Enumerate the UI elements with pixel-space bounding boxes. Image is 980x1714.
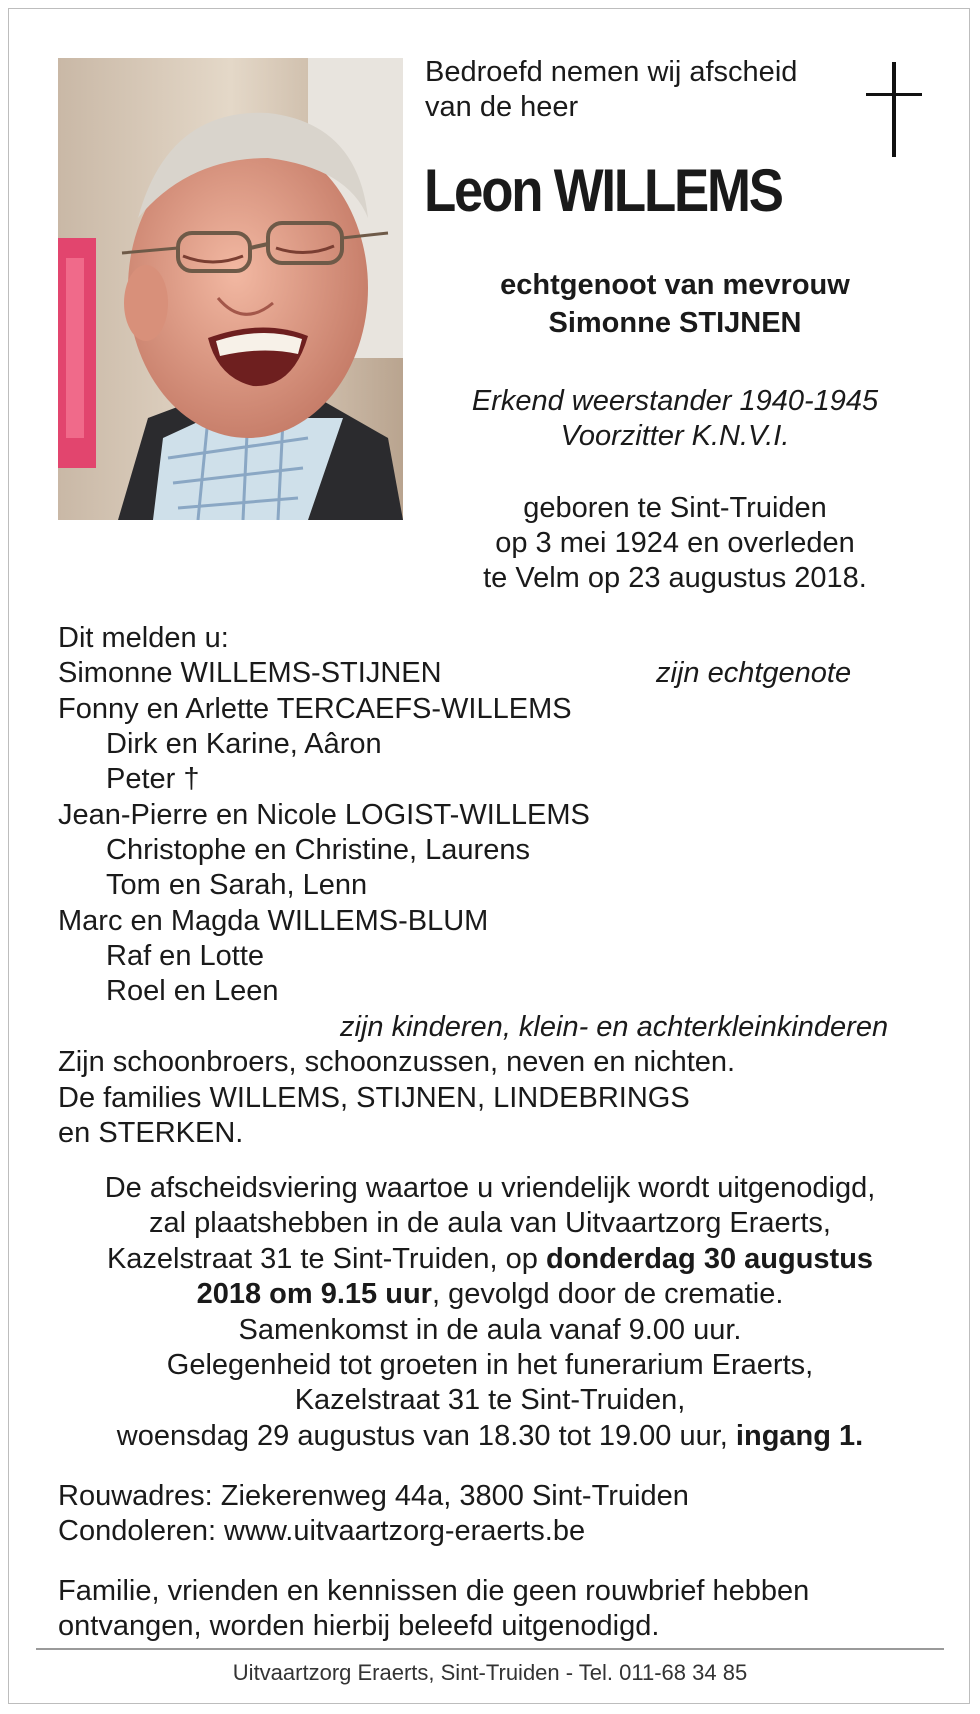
mourning-address: Rouwadres: Ziekerenweg 44a, 3800 Sint-Truiden [58, 1480, 689, 1512]
family-member: Christophe en Christine, Laurens [106, 834, 530, 866]
ceremony-time: 2018 om 9.15 uur [196, 1278, 432, 1310]
spouse-line-1: echtgenoot van mevrouw [500, 269, 850, 301]
family-member: Fonny en Arlette TERCAEFS-WILLEMS [58, 693, 572, 725]
others-line-2: De families WILLEMS, STIJNEN, LINDEBRINGS [58, 1082, 690, 1114]
honor-line-2: Voorzitter K.N.V.I. [560, 420, 790, 452]
others-line-3: en STERKEN. [58, 1117, 244, 1149]
spouse-line-2: Simonne STIJNEN [548, 307, 802, 339]
family-member: Peter † [106, 763, 200, 795]
intro-line-2: van de heer [425, 91, 579, 123]
footer-text: Uitvaartzorg Eraerts, Sint-Truiden - Tel. 011-68 34 85 [232, 1660, 748, 1685]
closing-line-2: ontvangen, worden hierbij beleefd uitgenodigd. [58, 1610, 660, 1642]
family-member: Tom en Sarah, Lenn [106, 869, 368, 901]
portrait-photo [58, 58, 403, 520]
ceremony-line-3-a: Kazelstraat 31 te Sint-Truiden, op [106, 1243, 546, 1275]
ceremony-line-7: Kazelstraat 31 te Sint-Truiden, [294, 1384, 686, 1416]
ceremony-line-3 [0, 1242, 980, 1277]
spouse-role: zijn echtgenote [656, 657, 852, 689]
ceremony-line-5: Samenkomst in de aula vanaf 9.00 uur. [238, 1314, 742, 1346]
deceased-name: Leon WILLEMS [424, 157, 782, 224]
life-line-3: te Velm op 23 augustus 2018. [483, 562, 867, 594]
family-member: Jean-Pierre en Nicole LOGIST-WILLEMS [58, 799, 590, 831]
children-role: zijn kinderen, klein- en achterkleinkinderen [340, 1011, 889, 1043]
ceremony-line-6: Gelegenheid tot groeten in het funerarium Eraerts, [166, 1349, 814, 1381]
condolences-link[interactable]: Condoleren: www.uitvaartzorg-eraerts.be [58, 1515, 586, 1547]
life-line-2: op 3 mei 1924 en overleden [495, 527, 855, 559]
entrance: ingang 1. [735, 1420, 864, 1452]
family-member: Roel en Leen [106, 975, 279, 1007]
footer-divider [36, 1648, 944, 1650]
spouse-name: Simonne WILLEMS-STIJNEN [58, 657, 442, 689]
ceremony-line-4-b: , gevolgd door de crematie. [431, 1278, 784, 1310]
honor-line-1: Erkend weerstander 1940-1945 [471, 385, 879, 417]
family-member: Marc en Magda WILLEMS-BLUM [58, 905, 489, 937]
ceremony-date: donderdag 30 augustus [545, 1243, 874, 1275]
ceremony-line-8-a: woensdag 29 augustus van 18.30 tot 19.00 uur, [116, 1420, 736, 1452]
cross-icon [892, 62, 896, 157]
others-line-1: Zijn schoonbroers, schoonzussen, neven en nichten. [58, 1046, 736, 1078]
cross-icon-bar [866, 93, 922, 96]
family-member: Raf en Lotte [106, 940, 264, 972]
ceremony-line-2: zal plaatshebben in de aula van Uitvaartzorg Eraerts, [149, 1207, 831, 1239]
life-line-1: geboren te Sint-Truiden [523, 492, 827, 524]
ceremony-line-1: De afscheidsviering waartoe u vriendelijk wordt uitgenodigd, [104, 1172, 876, 1204]
family-heading: Dit melden u: [58, 622, 229, 654]
intro-line-1: Bedroefd nemen wij afscheid [425, 56, 798, 88]
ceremony-line-4 [0, 1277, 980, 1312]
ceremony-line-8 [0, 1419, 980, 1454]
family-member: Dirk en Karine, Aâron [106, 728, 382, 760]
closing-line-1: Familie, vrienden en kennissen die geen rouwbrief hebben [58, 1575, 810, 1607]
